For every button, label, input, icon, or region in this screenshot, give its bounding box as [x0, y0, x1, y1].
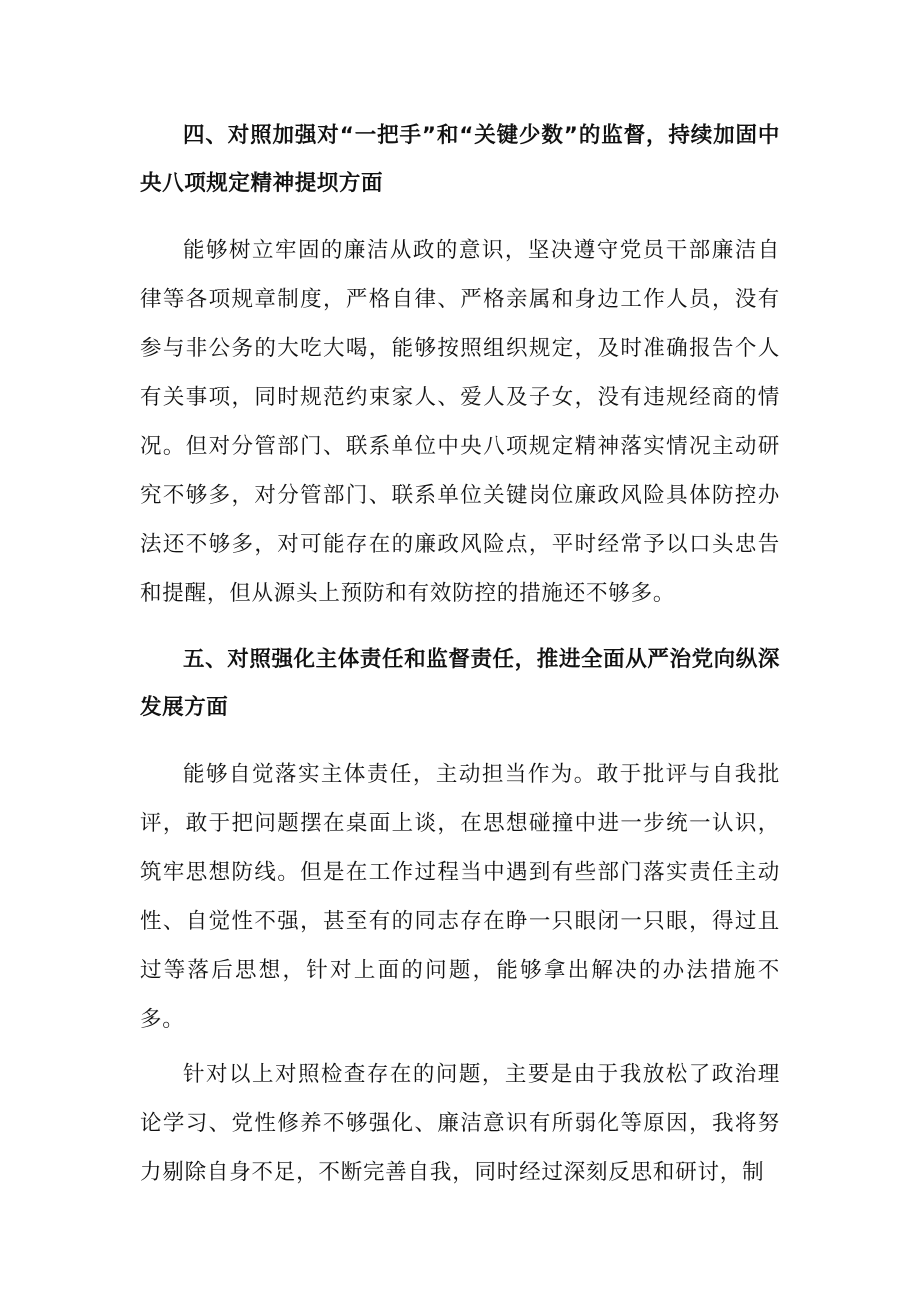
document-page [140, 112, 780, 1197]
section-4-heading: 四、对照加强对“一把手”和“关键少数”的监督，持续加固中央八项规定精神提坝方面 [140, 123, 780, 196]
section-4-body: 能够树立牢固的廉洁从政的意识，坚决遵守党员干部廉洁自律等各项规章制度，严格自律、严格亲属和身边工作人员，没有参与非公务的大吃大喝，能够按照组织规定，及时准确报告个人有关事项，同时规范约束家人、爱人及子女，没有违规经商的情况。但对分管部门、联系单位中央八项规定精神落实情况主动研究不够多，对分管部门、联系单位关键岗位廉政风险具体防控办法还不够多，对可能存在的廉政风险点，平时经常予以口头忠告和提醒，但从源头上预防和有效防控的措施还不够多。 [140, 238, 780, 606]
conclusion-body: 针对以上对照检查存在的问题，主要是由于我放松了政治理论学习、党性修养不够强化、廉洁意识有所弱化等原因，我将努力剔除自身不足，不断完善自我，同时经过深刻反思和研讨，制 [140, 1062, 780, 1185]
section-5-heading: 五、对照强化主体责任和监督责任，推进全面从严治党向纵深发展方面 [140, 647, 780, 720]
section-5-body: 能够自觉落实主体责任，主动担当作为。敢于批评与自我批评，敢于把问题摆在桌面上谈，在思想碰撞中进一步统一认识，筑牢思想防线。但是在工作过程当中遇到有些部门落实责任主动性、自觉性不强，甚至有的同志存在睁一只眼闭一只眼，得过且过等落后思想，针对上面的问题，能够拿出解决的办法措施不多。 [140, 762, 780, 1032]
